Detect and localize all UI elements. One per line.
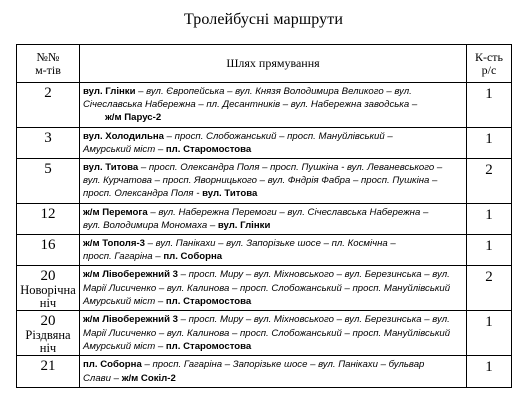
route-path-line <box>83 250 463 263</box>
route-number: 3 <box>44 129 52 146</box>
vehicle-count-cell <box>467 356 512 387</box>
route-stop: вул. Курчатова – просп. Яворницького – вул. Фндрія Фабра – просп. Пушкіна – <box>83 175 438 187</box>
route-stop: вул. Володимира Мономаха – <box>83 219 218 231</box>
table-row <box>17 266 512 311</box>
table-row <box>17 83 512 128</box>
route-stop: – вул. Європейська – вул. Князя Володимира Великого – вул. <box>135 86 412 97</box>
route-terminus: пл. Старомостова <box>165 295 252 307</box>
route-terminus: ж/м Перемога <box>83 206 148 218</box>
route-stop: – просп. Олександра Поля – просп. Пушкіна - вул. Леваневського – <box>138 162 443 174</box>
route-number-cell <box>17 235 80 266</box>
route-path-line <box>83 268 463 281</box>
vehicle-count: 1 <box>485 359 493 376</box>
route-path-line <box>83 98 463 111</box>
vehicle-count: 1 <box>485 206 493 223</box>
vehicle-count-cell <box>467 235 512 266</box>
route-stop: Марії Лисиченко – вул. Калинова – просп. Слобожанський – просп. Мануйлівський <box>83 282 451 294</box>
route-path-line <box>83 327 463 340</box>
route-path-line <box>83 85 463 98</box>
vehicle-count: 1 <box>485 238 493 255</box>
route-path-line <box>83 358 463 371</box>
route-path-line <box>83 372 463 385</box>
route-path-line <box>83 295 463 308</box>
route-path-line <box>83 206 463 219</box>
route-number-cell <box>17 356 80 387</box>
route-path-line <box>83 161 463 174</box>
route-path-cell <box>80 311 467 356</box>
table-row <box>17 203 512 234</box>
route-terminus: пл. Старомостова <box>165 143 252 155</box>
vehicle-count-cell <box>467 266 512 311</box>
route-terminus: ж/м Лівобережний 3 <box>83 269 178 281</box>
route-path-line <box>83 237 463 250</box>
table-header-row <box>17 45 512 83</box>
route-stop: Амурський міст – <box>83 340 166 352</box>
header-number-label: №№ <box>36 49 60 64</box>
route-terminus: ж/м Лівобережний 3 <box>83 314 178 326</box>
vehicle-count: 1 <box>485 314 493 331</box>
route-stop: – просп. Миру – вул. Міхновського – вул. Березинська – вул. <box>177 314 450 326</box>
route-path-line <box>83 313 463 326</box>
route-path-line <box>83 187 463 200</box>
vehicle-count-cell <box>467 83 512 128</box>
route-path-line <box>83 282 463 295</box>
route-terminus: пл. Соборна <box>163 251 223 263</box>
header-vehicle-count <box>467 45 512 83</box>
route-path-line <box>83 130 463 143</box>
route-stop: Слави – <box>83 372 122 384</box>
route-terminus: ж/м Тополя-3 <box>83 238 145 250</box>
route-path-line <box>83 174 463 187</box>
route-number-cell <box>17 266 80 311</box>
route-stop: – вул. Панікахи – вул. Запорізьке шосе – пл. Космічна – <box>144 238 396 250</box>
route-stop: Марії Лисиченко – вул. Калинова – просп. Слобожанський – просп. Мануйлівський <box>83 327 451 339</box>
route-number-cell <box>17 127 80 158</box>
route-number-cell <box>17 203 80 234</box>
route-number: 2 <box>44 85 52 101</box>
route-stop: Січеславська Набережна – пл. Десантників – вул. Набережна заводська – <box>83 99 418 111</box>
route-path-line <box>83 143 463 156</box>
table-row <box>17 356 512 387</box>
route-terminus: вул. Глінки <box>83 86 136 97</box>
vehicle-count: 2 <box>485 269 493 286</box>
route-number-cell <box>17 83 80 128</box>
route-path-cell <box>80 356 467 387</box>
vehicle-count: 2 <box>485 162 493 179</box>
route-terminus: пл. Соборна <box>83 359 142 371</box>
route-path-cell <box>80 83 467 128</box>
vehicle-count: 1 <box>485 130 493 147</box>
route-stop: – просп. Миру – вул. Міхновського – вул. Березинська – вул. <box>177 269 450 281</box>
header-route-label: Шлях прямування <box>226 56 320 70</box>
route-number: 20 <box>40 268 56 285</box>
header-number-sublabel: м-тів <box>35 62 61 77</box>
route-stop: просп. Гагаріна – <box>83 251 164 263</box>
route-path-cell <box>80 127 467 158</box>
route-number: 5 <box>44 161 52 178</box>
route-number: 20 <box>40 313 56 330</box>
route-stop: – просп. Слобожанський – просп. Мануйлівський – <box>164 130 393 142</box>
header-route-path <box>80 45 467 83</box>
header-count-sublabel: р/с <box>481 62 497 77</box>
route-path-cell <box>80 159 467 204</box>
header-route-number <box>17 45 80 83</box>
vehicle-count-cell <box>467 159 512 204</box>
table-row <box>17 311 512 356</box>
route-stop: Амурський міст – <box>83 295 166 307</box>
route-path-cell <box>80 235 467 266</box>
table-row <box>17 235 512 266</box>
table-row <box>17 159 512 204</box>
route-number: 12 <box>40 205 56 222</box>
route-path-line <box>83 111 463 124</box>
vehicle-count-cell <box>467 203 512 234</box>
route-stop: – вул. Набережна Перемоги – вул. Січеславська Набережна – <box>147 206 429 218</box>
route-terminus: вул. Холодильна <box>83 130 164 142</box>
route-number-note: Різдвяна ніч <box>25 328 71 356</box>
route-path-cell <box>80 266 467 311</box>
route-terminus: вул. Глінки <box>217 219 271 231</box>
route-stop: просп. Олександра Поля - <box>83 188 203 200</box>
route-terminus: ж/м Сокіл-2 <box>121 372 176 384</box>
route-terminus: пл. Старомостова <box>165 340 252 352</box>
header-count-label: К-сть <box>474 49 504 64</box>
route-path-line <box>83 219 463 232</box>
route-number: 16 <box>40 237 56 254</box>
route-number-note: Новорічна ніч <box>20 283 76 311</box>
route-number: 21 <box>40 358 56 375</box>
route-stop: – просп. Гагаріна – Запорізьке шосе – вул. Панікахи – бульвар <box>141 359 425 371</box>
route-terminus: ж/м Парус-2 <box>105 112 162 124</box>
vehicle-count: 1 <box>485 86 493 102</box>
table-row <box>17 127 512 158</box>
page-title: Тролейбусні маршрути <box>183 11 344 28</box>
vehicle-count-cell <box>467 311 512 356</box>
route-terminus: вул. Титова <box>83 162 139 174</box>
route-path-cell <box>80 203 467 234</box>
route-stop: Амурський міст – <box>83 143 166 155</box>
routes-table <box>16 44 512 388</box>
route-terminus: вул. Титова <box>202 188 258 200</box>
route-path-line <box>83 340 463 353</box>
vehicle-count-cell <box>467 127 512 158</box>
route-number-cell <box>17 159 80 204</box>
route-number-cell <box>17 311 80 356</box>
